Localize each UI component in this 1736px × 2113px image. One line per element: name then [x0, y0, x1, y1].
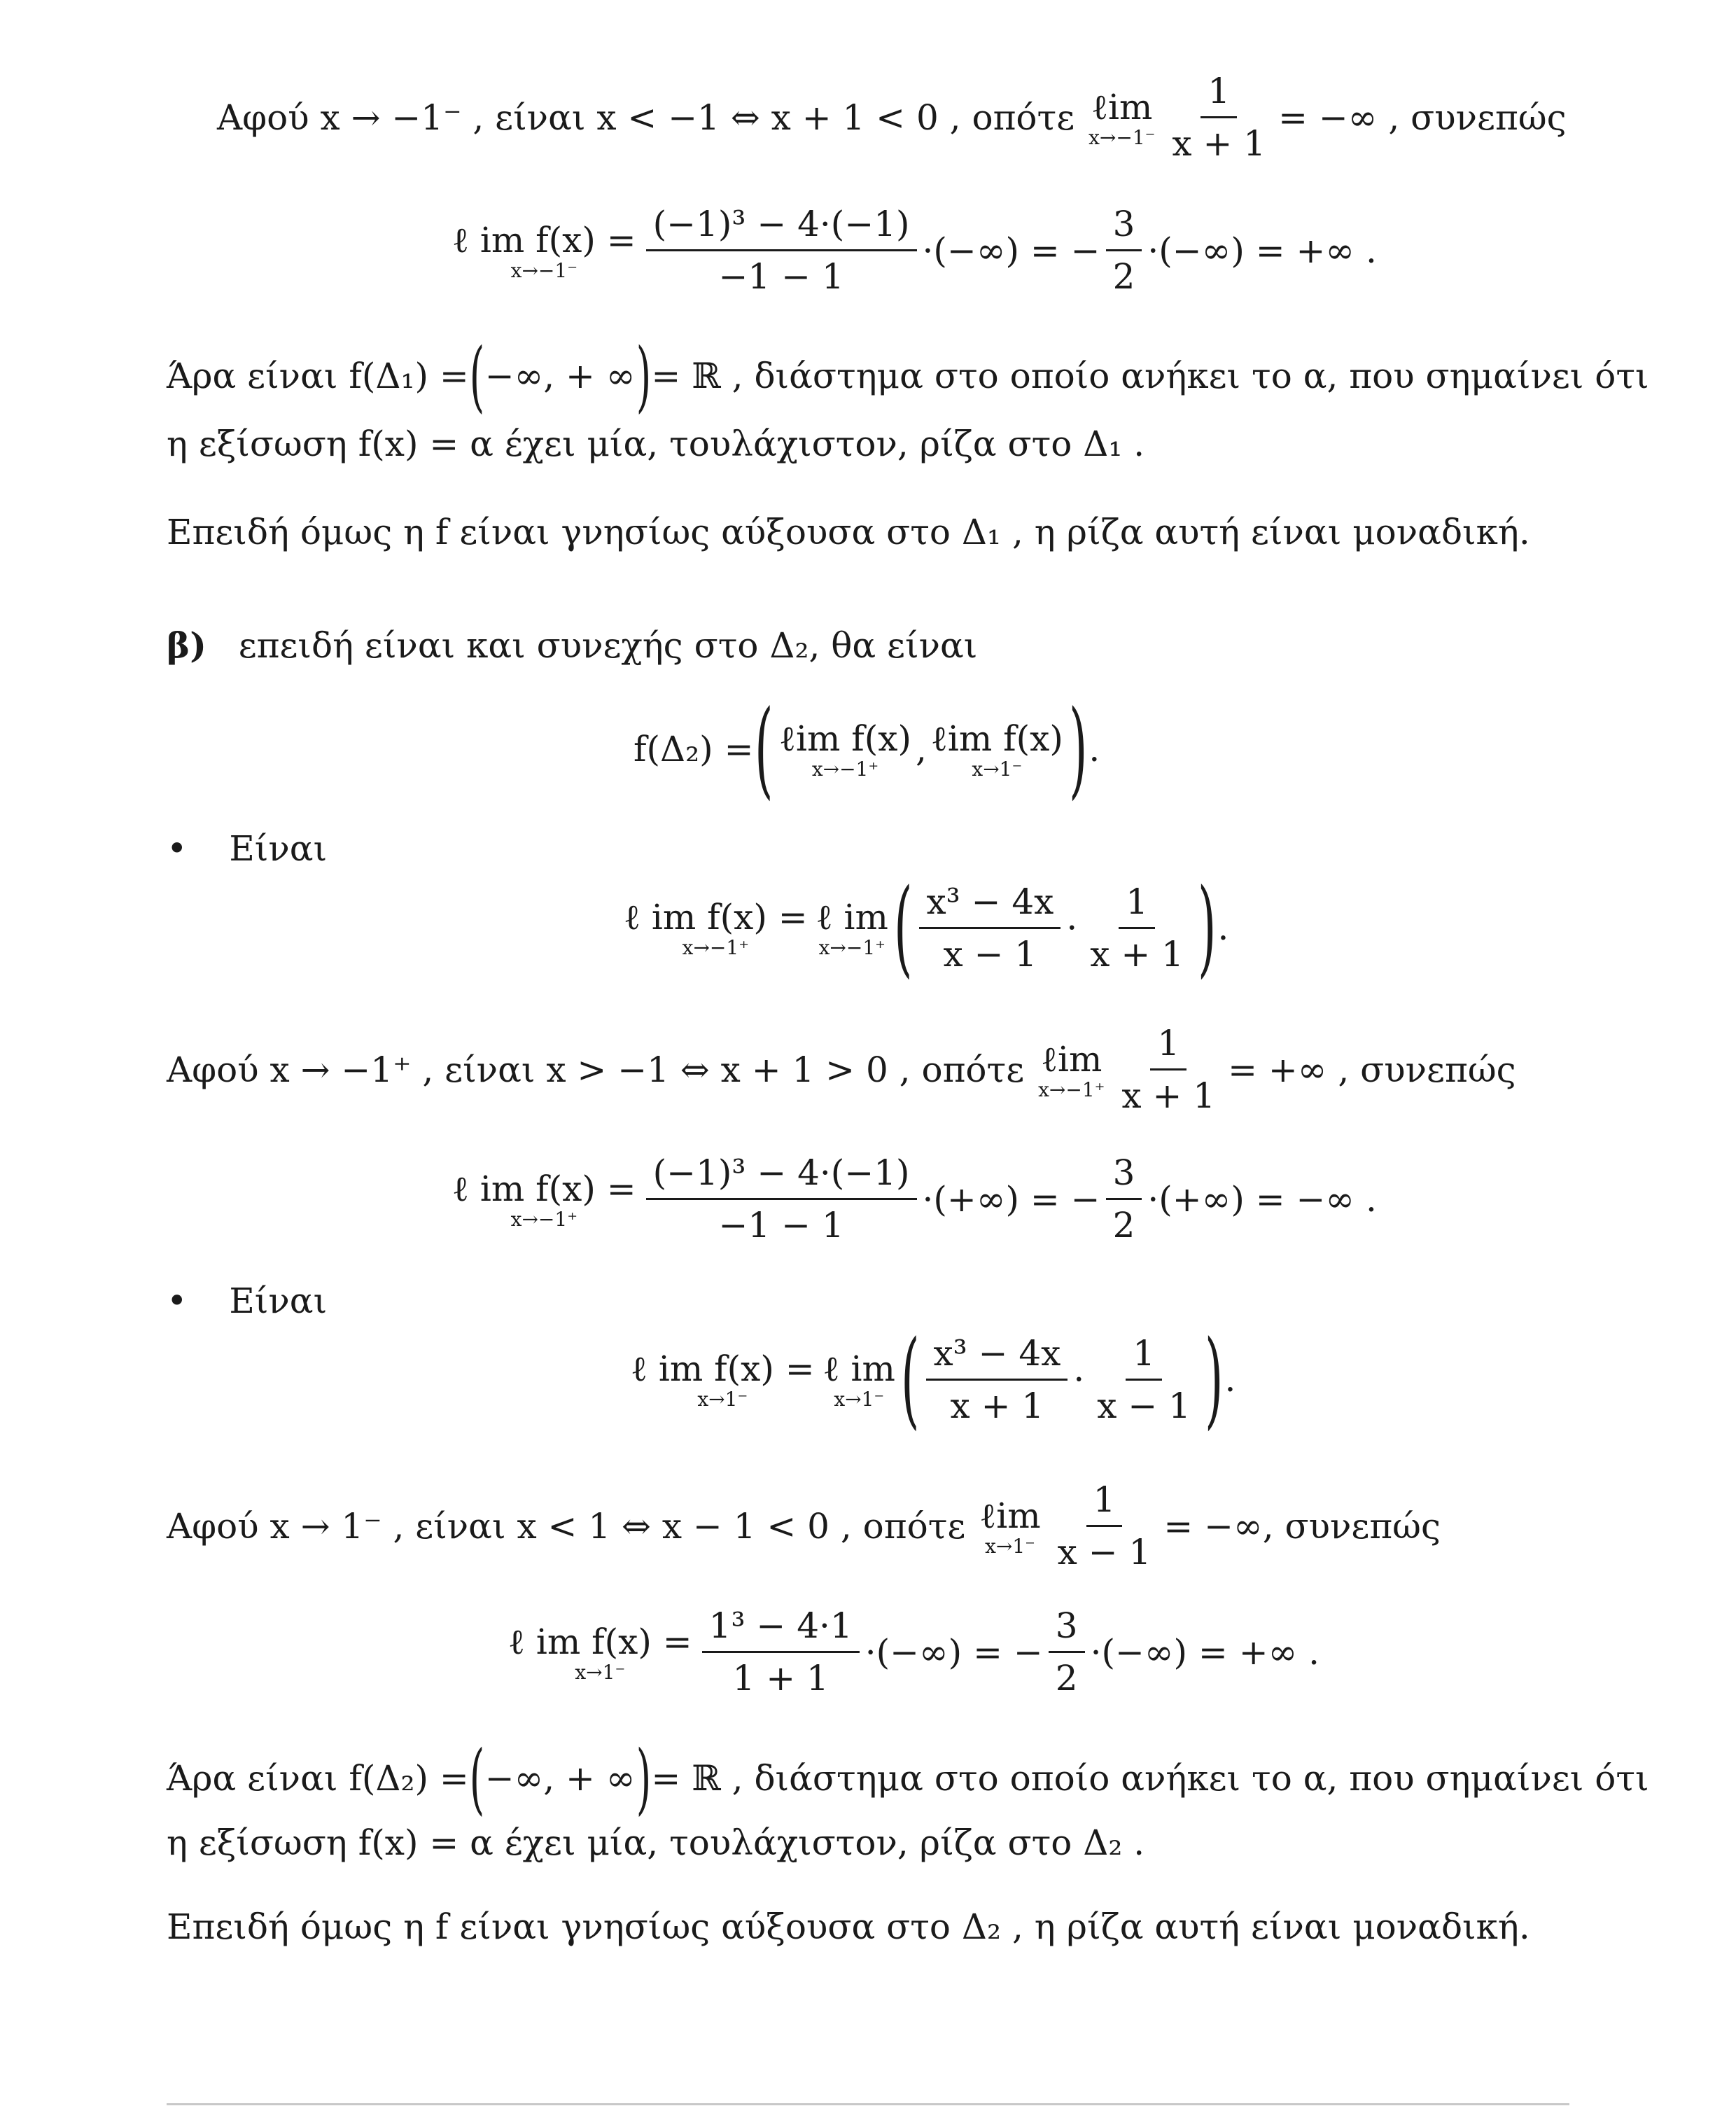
para1-suffix: = −∞ , συνεπώς: [1278, 97, 1567, 138]
para5-text-c: = ℝ , διάστημα στο οποίο ανήκει το α, που σημαίνει ότι: [651, 1758, 1649, 1799]
fraction-numerator: 1: [1200, 70, 1237, 118]
lim-subscript: x→1⁻: [972, 758, 1023, 781]
fraction-numerator: 3: [1049, 1605, 1085, 1653]
para5-line-2: η εξίσωση f(x) = α έχει μία, τουλάχιστον, ρίζα στο Δ₂ .: [167, 1822, 1145, 1863]
fraction-numerator: (−1)³ − 4·(−1): [646, 1152, 917, 1200]
eq3-limit-2: [816, 897, 888, 958]
eq6-fraction-2: [1049, 1605, 1085, 1699]
right-paren-icon: ): [636, 331, 651, 421]
fraction-denominator: −1 − 1: [718, 256, 844, 297]
fraction-denominator: x + 1: [950, 1385, 1044, 1426]
lim-word: ℓim f(x): [779, 718, 911, 759]
para5-line-1: [167, 1734, 1649, 1823]
para2-line-2: η εξίσωση f(x) = α έχει μία, τουλάχιστον, ρίζα στο Δ₁ .: [167, 424, 1145, 464]
eq6-limit: [508, 1622, 692, 1683]
para1-limit: [1088, 87, 1155, 148]
para2-text-c: = ℝ , διάστημα στο οποίο ανήκει το α, που σημαίνει ότι: [651, 356, 1649, 396]
eq3-fraction-2: [1083, 881, 1191, 975]
lim-word: ℓ im f(x) =: [452, 219, 636, 260]
lim-subscript: x→−1⁺: [510, 1207, 578, 1231]
lim-subscript: x→1⁻: [834, 1388, 885, 1411]
lim-word: ℓ im f(x) =: [631, 1348, 815, 1389]
partb-text: επειδή είναι και συνεχής στο Δ₂, θα είναι: [238, 625, 978, 666]
fraction-numerator: x³ − 4x: [926, 1332, 1068, 1381]
equation-2: [634, 688, 1100, 810]
eq4-middle: ·(+∞) = −: [922, 1178, 1100, 1220]
fraction-denominator: −1 − 1: [718, 1205, 844, 1246]
fraction-denominator: 1 + 1: [732, 1658, 829, 1699]
right-paren-icon: ): [1205, 1318, 1224, 1440]
eq4-fraction: [646, 1152, 917, 1246]
bullet-icon: •: [167, 1281, 188, 1321]
lim-subscript: x→−1⁺: [682, 936, 749, 959]
lim-subscript: x→1⁻: [575, 1660, 626, 1684]
fraction-denominator: x + 1: [1172, 123, 1266, 164]
fraction-numerator: 1³ − 4·1: [702, 1605, 860, 1653]
interval: −∞, + ∞: [484, 1758, 636, 1799]
eq3-suffix: .: [1217, 907, 1229, 948]
bullet-text: Είναι: [229, 828, 328, 869]
right-paren-icon: ): [1068, 688, 1088, 810]
lim-subscript: x→−1⁺: [811, 758, 879, 781]
eq2-lhs: f(Δ₂) =: [634, 729, 754, 769]
para2-line-3: Επειδή όμως η f είναι γνησίως αύξουσα στο Δ₁ , η ρίζα αυτή είναι μοναδική.: [167, 512, 1530, 552]
left-paren-icon: (: [755, 688, 774, 810]
para1-line: [217, 70, 1567, 165]
equation-6: [504, 1605, 1320, 1699]
eq1-middle: ·(−∞) = −: [922, 230, 1100, 271]
para1-prefix: Αφού x → −1⁻ , είναι x < −1 ⇔ x + 1 < 0 , οπότε: [217, 97, 1075, 138]
fraction-numerator: x³ − 4x: [919, 881, 1060, 929]
fraction-denominator: x − 1: [1097, 1385, 1191, 1426]
lim-word: ℓim: [1041, 1038, 1102, 1080]
fraction-numerator: 1: [1086, 1479, 1123, 1527]
lim-subscript: x→1⁻: [985, 1534, 1035, 1558]
eq4-limit: [452, 1169, 636, 1230]
bullet-icon: •: [167, 828, 188, 869]
para2-text-a: Άρα είναι f(Δ₁) =: [167, 356, 469, 396]
para4-line: [167, 1479, 1441, 1573]
lim-word: ℓ im f(x) =: [508, 1621, 692, 1662]
lim-word: ℓim: [1091, 86, 1153, 127]
eq5-suffix: .: [1224, 1359, 1236, 1400]
para5-text-a: Άρα είναι f(Δ₂) =: [167, 1758, 469, 1799]
para4-fraction: [1051, 1479, 1158, 1573]
bullet-2: [167, 1278, 327, 1323]
lim-word: ℓ im f(x) =: [624, 897, 808, 937]
fraction-numerator: 1: [1150, 1022, 1186, 1071]
fraction-denominator: x − 1: [1057, 1532, 1152, 1572]
fraction-denominator: 2: [1055, 1658, 1078, 1699]
footer-divider: [167, 2103, 1569, 2105]
fraction-denominator: 2: [1112, 1205, 1135, 1246]
lim-subscript: x→−1⁻: [1088, 125, 1156, 149]
eq2-limit-2: [931, 718, 1063, 780]
eq1-suffix: ·(−∞) = +∞ .: [1147, 230, 1377, 271]
fraction-numerator: 1: [1126, 1332, 1162, 1381]
fraction-denominator: x + 1: [1121, 1075, 1216, 1116]
equation-4: [448, 1152, 1377, 1246]
lim-word: ℓ im f(x) =: [452, 1168, 636, 1209]
eq3-limit: [624, 897, 808, 958]
left-paren-icon: (: [894, 867, 913, 989]
eq6-fraction: [702, 1605, 860, 1699]
eq1-fraction: [646, 203, 917, 298]
fraction-numerator: 3: [1106, 1152, 1142, 1200]
eq2-comma: ,: [915, 729, 927, 769]
eq3-dot: ·: [1066, 907, 1078, 948]
bullet-text: Είναι: [229, 1281, 328, 1321]
eq4-fraction-2: [1106, 1152, 1142, 1246]
interval: −∞, + ∞: [484, 356, 636, 396]
para1-fraction: [1165, 70, 1273, 165]
equation-1: [448, 203, 1377, 298]
fraction-numerator: 1: [1119, 881, 1155, 929]
lim-subscript: x→1⁻: [697, 1388, 748, 1411]
right-paren-icon: ): [1198, 867, 1217, 989]
eq5-limit: [631, 1348, 815, 1410]
partb-label: β): [167, 625, 206, 666]
para3-suffix: = +∞ , συνεπώς: [1228, 1049, 1516, 1090]
equation-5: [626, 1318, 1236, 1440]
eq6-middle: ·(−∞) = −: [864, 1631, 1043, 1673]
para4-suffix: = −∞, συνεπώς: [1163, 1505, 1441, 1547]
eq2-limit-1: [779, 718, 911, 780]
fraction-denominator: 2: [1112, 256, 1135, 297]
eq1-fraction-2: [1106, 203, 1142, 298]
left-paren-icon: (: [469, 1734, 484, 1823]
eq5-dot: ·: [1073, 1359, 1085, 1400]
left-paren-icon: (: [901, 1318, 920, 1440]
eq2-suffix: .: [1088, 729, 1100, 769]
para5-line-3: Επειδή όμως η f είναι γνησίως αύξουσα στο Δ₂ , η ρίζα αυτή είναι μοναδική.: [167, 1906, 1530, 1947]
eq5-limit-2: [823, 1348, 895, 1410]
lim-subscript: x→−1⁺: [1038, 1078, 1105, 1101]
para3-fraction: [1114, 1022, 1222, 1117]
lim-word: ℓim f(x): [930, 718, 1063, 759]
left-paren-icon: (: [469, 331, 484, 421]
lim-word: ℓim: [979, 1495, 1041, 1536]
eq5-fraction: [926, 1332, 1068, 1427]
fraction-denominator: x + 1: [1090, 933, 1184, 975]
eq1-limit: [452, 220, 636, 281]
lim-word: ℓ im: [816, 897, 888, 937]
eq4-suffix: ·(+∞) = −∞ .: [1147, 1178, 1377, 1220]
right-paren-icon: ): [636, 1734, 651, 1823]
lim-word: ℓ im: [822, 1348, 895, 1389]
eq3-fraction: [919, 881, 1060, 975]
para2-line-1: [167, 331, 1649, 421]
fraction-numerator: (−1)³ − 4·(−1): [646, 203, 917, 251]
partb-line: [167, 623, 977, 668]
fraction-numerator: 3: [1106, 203, 1142, 251]
lim-subscript: x→−1⁻: [510, 258, 578, 282]
fraction-denominator: x − 1: [943, 933, 1037, 975]
eq5-fraction-2: [1090, 1332, 1198, 1427]
equation-3: [620, 867, 1229, 989]
lim-subscript: x→−1⁺: [818, 936, 886, 959]
para3-line: [167, 1022, 1516, 1117]
eq6-suffix: ·(−∞) = +∞ .: [1090, 1631, 1320, 1673]
para4-prefix: Αφού x → 1⁻ , είναι x < 1 ⇔ x − 1 < 0 , οπότε: [167, 1505, 966, 1547]
para3-prefix: Αφού x → −1⁺ , είναι x > −1 ⇔ x + 1 > 0 , οπότε: [167, 1049, 1025, 1090]
bullet-1: [167, 826, 327, 871]
para4-limit: [979, 1495, 1040, 1557]
para3-limit: [1038, 1039, 1105, 1101]
